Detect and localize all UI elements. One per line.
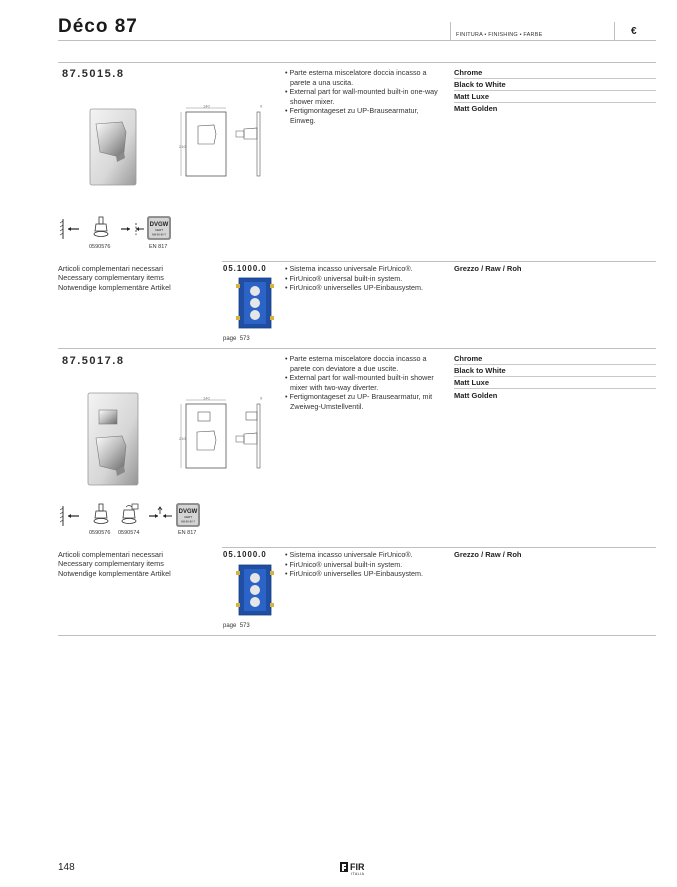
cartridge-icon [90,502,112,528]
product-description: • Parte esterna miscelatore doccia incasso a parete con deviatore a due uscite. • External part for wall-mounted built-in shower mixer with two-way diverter. • Fertigmontageset zu UP- Brausearmatur, mit Zweiweg-Umstellventil. [285,354,434,411]
fir-italia-logo [340,860,374,876]
finish-matt-golden: Matt Golden [454,104,498,113]
two-way-diverter-icon [146,504,174,528]
complementary-label: Articoli complementari necessari Necessary complementary items Notwendige komplementäre Artikel [58,264,171,292]
product-code: 87.5017.8 [62,355,125,367]
cartridge-code: 0590576 [89,244,111,250]
svg-text:ITALIA: ITALIA [351,872,365,876]
svg-text:NW-9X-9X-7: NW-9X-9X-7 [151,233,167,237]
finish-matt-luxe: Matt Luxe [454,377,656,389]
product-rule [58,348,656,349]
complementary-code: 05.1000.0 [223,264,267,273]
complementary-finish: Grezzo / Raw / Roh [454,264,522,273]
diverter-cartridge-icon [118,502,142,528]
page-reference: page 573 [223,623,250,629]
finishing-header: FINITURA • FINISHING • FARBE [456,32,543,38]
svg-text:CERT: CERT [183,515,193,519]
complementary-rule [222,261,656,262]
svg-text:FIR: FIR [350,862,365,872]
one-way-diverter-icon [118,217,146,241]
finish-matt-golden: Matt Golden [454,391,498,400]
complementary-label: Articoli complementari necessari Necessary complementary items Notwendige komplementäre Artikel [58,550,171,578]
diverter-cartridge-code: 0590574 [118,530,140,536]
complementary-description: • Sistema incasso universale FirUnico®. • FirUnico® universal built-in system. • FirUnico® universelles UP-Einbausystem. [285,550,424,579]
dimension-width: 140 [203,396,210,401]
complementary-finish: Grezzo / Raw / Roh [454,550,522,559]
product-description: • Parte esterna miscelatore doccia incasso a parete a una uscita. • External part for wall-mounted built-in one-way shower mixer. • Fertigmontageset zu UP-Brausearmatur, Einweg. [285,68,438,125]
svg-text:NW-9X-9X-7: NW-9X-9X-7 [180,520,196,524]
en-standard: EN 817 [149,244,168,250]
dvgw-cert-icon [147,216,171,240]
complementary-description: • Sistema incasso universale FirUnico®. • FirUnico® universal built-in system. • FirUnico® universelles UP-Einbausystem. [285,264,424,293]
dimension-depth: 9 [260,104,263,109]
complementary-code: 05.1000.0 [223,550,267,559]
header-separator [450,22,451,40]
page-title: Déco 87 [58,16,138,37]
section-end-rule [58,635,656,636]
dimension-height: 210 [179,144,186,149]
product-photo [86,392,140,486]
svg-text:CERT: CERT [154,228,164,232]
page-number: 148 [58,862,75,873]
dimension-depth: 9 [260,396,263,401]
product-rule [58,62,656,63]
finish-chrome: Chrome [454,67,656,79]
page-reference: page 573 [223,336,250,342]
finish-black-to-white: Black to White [454,365,656,377]
dvgw-cert-icon [176,503,200,527]
wall-outlet-arrow-icon [58,217,82,241]
finish-chrome: Chrome [454,353,656,365]
product-photo [88,108,138,186]
product-code: 87.5015.8 [62,68,125,80]
dimension-height: 210 [179,436,186,441]
dimension-width: 140 [203,104,210,109]
technical-drawing [176,396,272,470]
wall-outlet-arrow-icon [58,504,82,528]
header-separator [614,22,615,40]
header-rule [58,40,656,41]
firunico-box-image [236,563,274,617]
finish-matt-luxe: Matt Luxe [454,91,656,103]
en-standard: EN 817 [178,530,197,536]
svg-text:DVGW: DVGW [178,509,198,515]
complementary-rule [222,547,656,548]
finish-black-to-white: Black to White [454,79,656,91]
svg-text:DVGW: DVGW [149,222,169,228]
cartridge-code: 0590576 [89,530,111,536]
currency-header: € [631,26,637,37]
firunico-box-image [236,276,274,330]
cartridge-icon [90,215,112,241]
technical-drawing [176,104,272,178]
